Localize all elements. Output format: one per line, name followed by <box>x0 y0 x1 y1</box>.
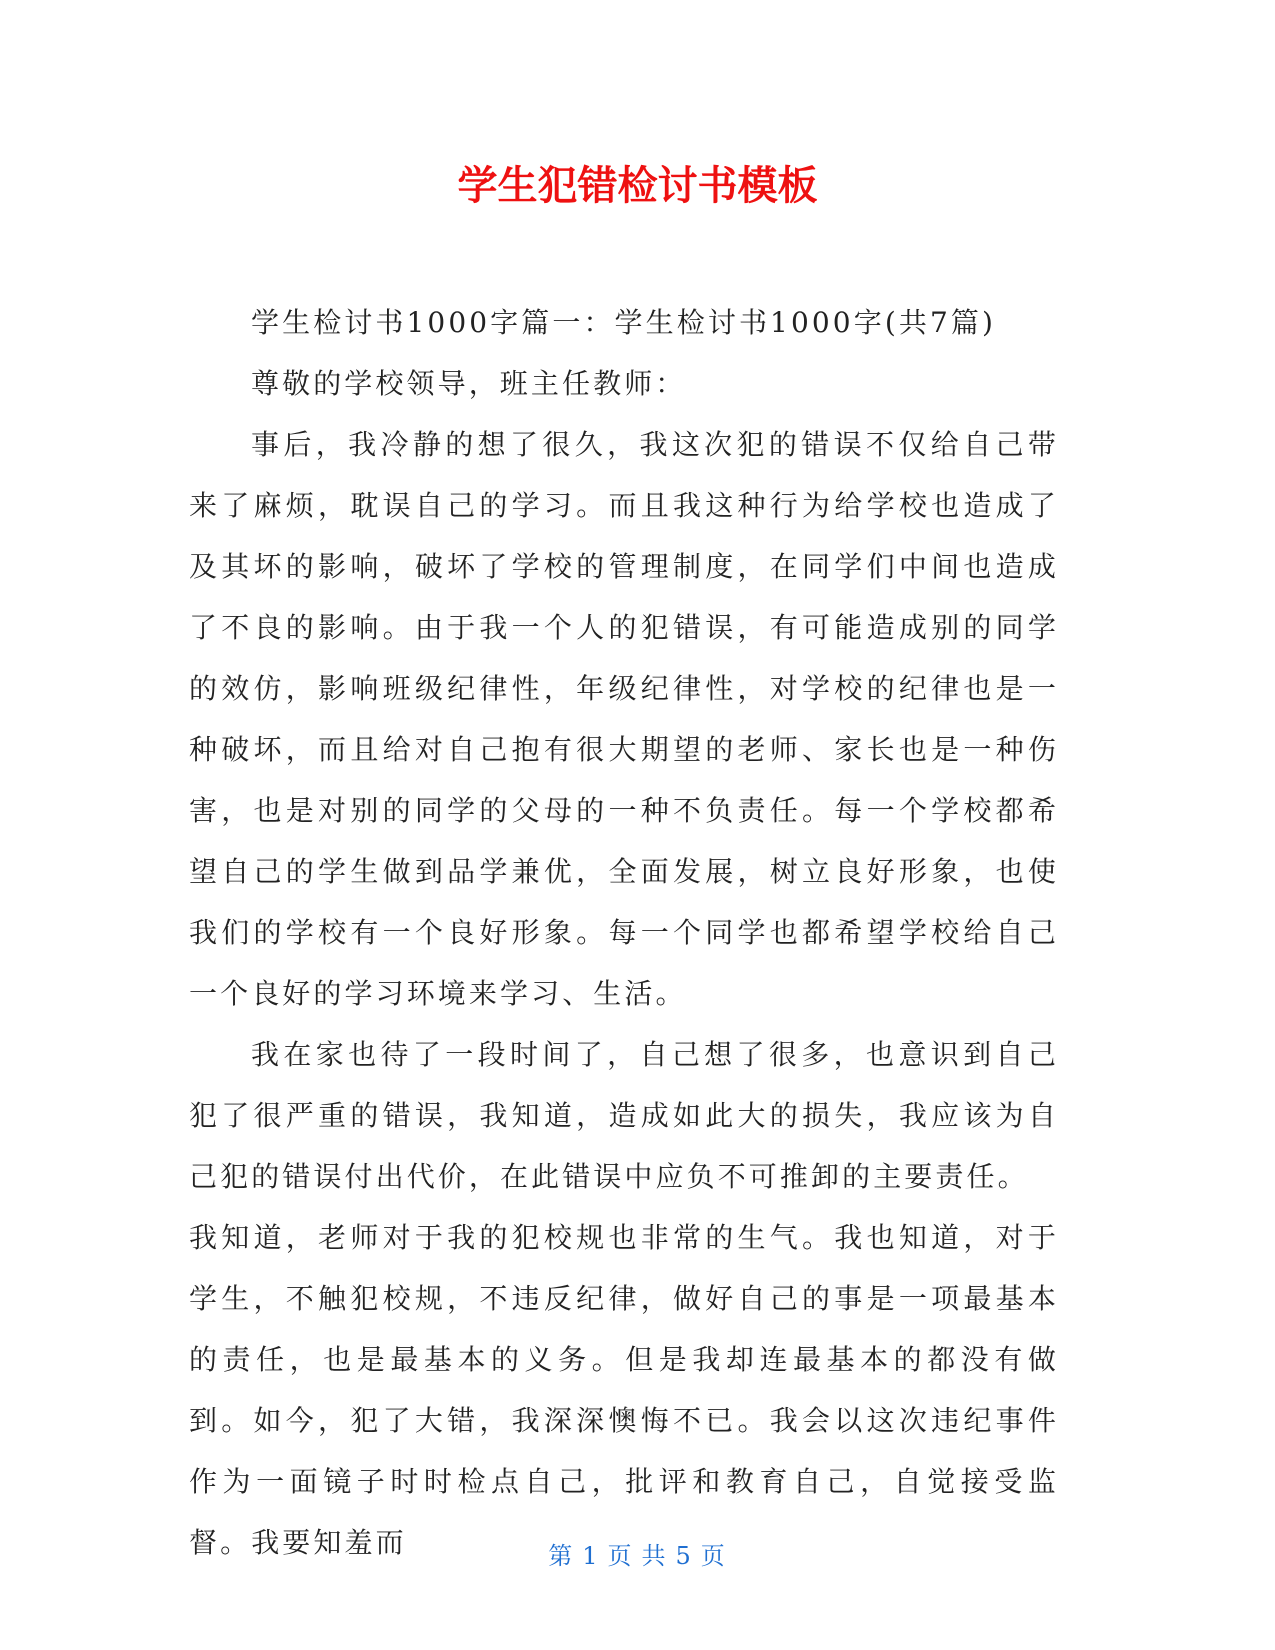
footer-label-ye2: 页 <box>700 1542 727 1570</box>
paragraph-salutation: 尊敬的学校领导，班主任教师： <box>251 367 687 400</box>
footer-total-pages: 5 <box>675 1542 693 1570</box>
document-body <box>189 292 1059 1573</box>
paragraph-realization: 我在家也待了一段时间了，自己想了很多，也意识到自己犯了很严重的错误，我知道，造成如此大的损失，我应该为自己犯的错误付出代价，在此错误中应负不可推卸的主要责任。 <box>189 1038 1059 1193</box>
document-title: 学生犯错检讨书模板 <box>457 163 818 209</box>
paragraph-apology: 我知道，老师对于我的犯校规也非常的生气。我也知道，对于学生，不触犯校规，不违反纪律，做好自己的事是一项最基本的责任，也是最基本的义务。但是我却连最基本的都没有做到。如今，犯了大错，我深深懊悔不已。我会以这次违纪事件作为一面镜子时时检点自己，批评和教育自己，自觉接受监督。我要知羞而 <box>189 1221 1059 1559</box>
page-footer <box>0 1540 1275 1572</box>
footer-label-ye: 页 <box>607 1542 634 1570</box>
paragraph-reflection: 事后，我冷静的想了很久，我这次犯的错误不仅给自己带来了麻烦，耽误自己的学习。而且我这种行为给学校也造成了及其坏的影响，破坏了学校的管理制度，在同学们中间也造成了不良的影响。由于我一个人的犯错误，有可能造成别的同学的效仿，影响班级纪律性，年级纪律性，对学校的纪律也是一种破坏，而且给对自己抱有很大期望的老师、家长也是一种伤害，也是对别的同学的父母的一种不负责任。每一个学校都希望自己的学生做到品学兼优，全面发展，树立良好形象，也使我们的学校有一个良好形象。每一个同学也都希望学校给自己一个良好的学习环境来学习、生活。 <box>189 428 1059 1010</box>
paragraph-subtitle: 学生检讨书1000字篇一：学生检讨书1000字(共7篇) <box>251 306 996 339</box>
footer-label-total: 共 <box>641 1542 668 1570</box>
footer-current-page: 1 <box>582 1542 600 1570</box>
footer-label-page: 第 <box>548 1542 575 1570</box>
